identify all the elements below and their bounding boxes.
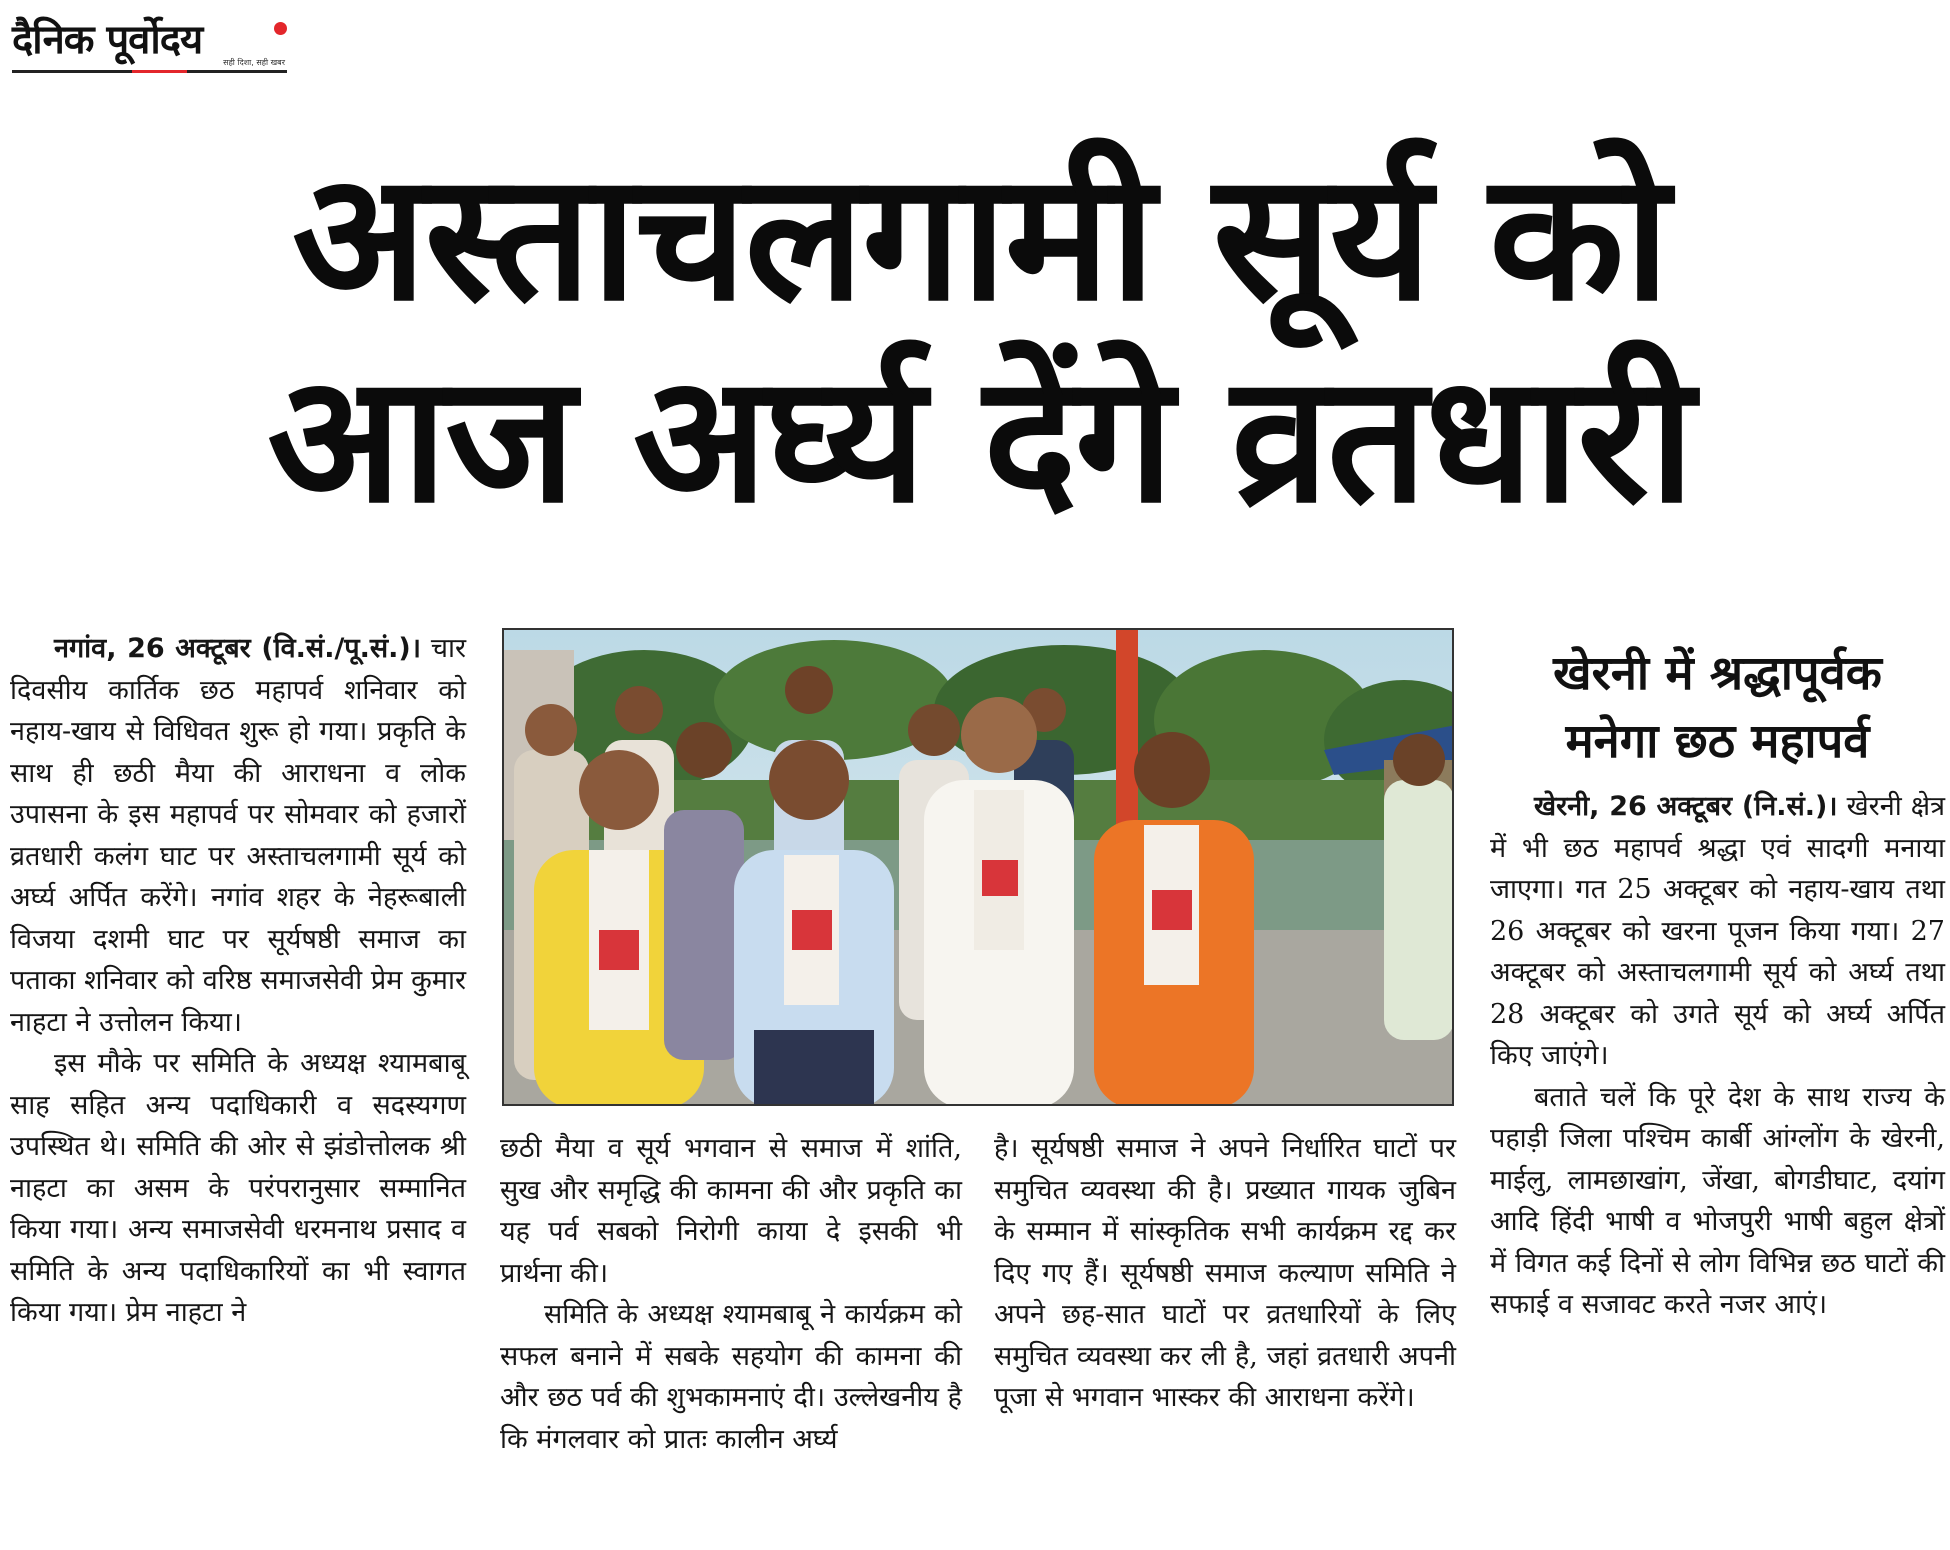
story-column-1	[10, 628, 466, 1334]
side-headline-line-1: खेरनी में श्रद्धापूर्वक	[1553, 646, 1882, 701]
side-headline-line-2: मनेगा छठ महापर्व	[1565, 714, 1870, 769]
main-headline-line-1: अस्ताचलगामी सूर्य को	[292, 135, 1668, 340]
side-story-paragraph	[1490, 786, 1945, 1077]
newspaper-name: दैनिक पूर्वोदय	[12, 17, 203, 63]
story-paragraph: इस मौके पर समिति के अध्यक्ष श्यामबाबू साह सहित अन्य पदाधिकारी व सदस्यगण उपस्थित थे। समिति की ओर से झंडोत्तोलक श्री नाहटा का असम के परंपरानुसार सम्मानित किया गया। अन्य समाजसेवी धरमनाथ प्रसाद व समिति के अन्य पदाधिकारियों का भी स्वागत किया गया। प्रेम नाहटा ने	[10, 1048, 466, 1328]
story-column-3	[994, 1128, 1456, 1419]
side-story-paragraph: बताते चलें कि पूरे देश के साथ राज्य के पहाड़ी जिला पश्चिम कार्बी आंग्लोंग के खेरनी, माईलु, लामछाखांग, जेंखा, बोगडीघाट, दयांग आदि हिंदी भाषी व भोजपुरी भाषी बहुल क्षेत्रों में विगत कई दिनों से लोग विभिन्न छठ घाटों की सफाई व सजावट करते नजर आएं।	[1490, 1081, 1945, 1320]
story-paragraph	[10, 628, 466, 1043]
story-paragraph: है। सूर्यषष्ठी समाज ने अपने निर्धारित घाटों पर समुचित व्यवस्था की है। प्रख्यात गायक जुबिन के सम्मान में सांस्कृतिक सभी कार्यक्रम रद्द कर दिए गए हैं। सूर्यषष्ठी समाज कल्याण समिति ने अपने छह-सात घाटों पर व्रतधारियों के लिए समुचित व्यवस्था कर ली है, जहां व्रतधारी अपनी पूजा से भगवान भास्कर की आराधना करेंगे।	[994, 1133, 1456, 1413]
side-story-dateline: खेरनी, 26 अक्टूबर (नि.सं.)।	[1534, 791, 1838, 822]
story-column-2	[500, 1128, 962, 1460]
logo-dot-icon	[274, 22, 287, 35]
story-paragraph: समिति के अध्यक्ष श्यामबाबू ने कार्यक्रम को सफल बनाने में सबके सहयोग की कामना की और छठ पर्व की शुभकामनाएं दी। उल्लेखनीय है कि मंगलवार को प्रातः कालीन अर्घ्य	[500, 1299, 962, 1455]
news-photo-illustration	[504, 630, 1454, 1106]
main-headline-line-2: आज अर्घ्य देंगे व्रतधारी	[267, 337, 1693, 542]
story-dateline: नगांव, 26 अक्टूबर (वि.सं./पू.सं.)।	[54, 633, 421, 664]
story-text: चार दिवसीय कार्तिक छठ महापर्व शनिवार को नहाय-खाय से विधिवत शुरू हो गया। प्रकृति के साथ ही छठी मैया की आराधना व लोक उपासना के इस महापर्व पर सोमवार को हजारों व्रतधारी कलंग घाट पर अस्ताचलगामी सूर्य को अर्घ्य अर्पित करेंगे। नगांव शहर के नेहरूबाली विजया दशमी घाट पर सूर्यषष्ठी समाज का पताका शनिवार को वरिष्ठ समाजसेवी प्रेम कुमार नाहटा ने उत्तोलन किया।	[10, 633, 466, 1038]
masthead-logo	[12, 10, 287, 72]
newspaper-tagline: सही दिशा, सही खबर	[223, 58, 285, 67]
side-story-text: खेरनी क्षेत्र में भी छठ महापर्व श्रद्धा एवं सादगी मनाया जाएगा। गत 25 अक्टूबर को नहाय-खाय तथा 26 अक्टूबर को खरना पूजन किया गया। 27 अक्टूबर को अस्ताचलगामी सूर्य को अर्घ्य तथा 28 अक्टूबर को उगते सूर्य को अर्घ्य अर्पित किए जाएंगे।	[1490, 791, 1945, 1071]
side-story-column	[1490, 786, 1945, 1326]
story-paragraph: छठी मैया व सूर्य भगवान से समाज में शांति, सुख और समृद्धि की कामना की और प्रकृति का यह पर्व सबको निरोगी काया दे इसकी भी प्रार्थना की।	[500, 1133, 962, 1289]
masthead-red-rule	[132, 70, 187, 73]
side-story-headline	[1490, 640, 1945, 776]
news-photo	[502, 628, 1454, 1106]
